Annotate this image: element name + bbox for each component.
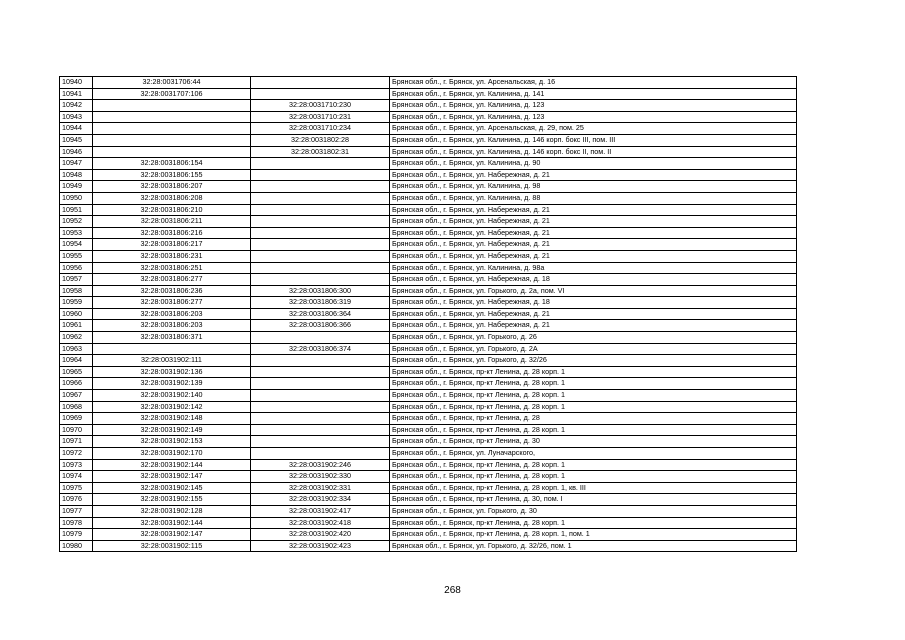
table-row <box>60 250 797 262</box>
row-number-cell: 10944 <box>60 123 93 135</box>
premises-cadastral-number-cell <box>251 158 390 170</box>
row-number-cell: 10943 <box>60 111 93 123</box>
row-number-cell: 10941 <box>60 88 93 100</box>
address-cell: Брянская обл., г. Брянск, пр-кт Ленина, д. 28 корп. 1 <box>390 471 797 483</box>
row-number-cell: 10979 <box>60 529 93 541</box>
table-row <box>60 540 797 552</box>
table-row <box>60 378 797 390</box>
table-row <box>60 204 797 216</box>
row-number-cell: 10961 <box>60 320 93 332</box>
premises-cadastral-number-cell <box>251 227 390 239</box>
premises-cadastral-number-cell <box>251 448 390 460</box>
address-cell: Брянская обл., г. Брянск, пр-кт Ленина, д. 28 корп. 1, пом. 1 <box>390 529 797 541</box>
premises-cadastral-number-cell: 32:28:0031902:331 <box>251 482 390 494</box>
cadastral-number-cell: 32:28:0031902:140 <box>93 390 251 402</box>
address-cell: Брянская обл., г. Брянск, ул. Набережная, д. 18 <box>390 274 797 286</box>
row-number-cell: 10980 <box>60 540 93 552</box>
premises-cadastral-number-cell: 32:28:0031710:230 <box>251 100 390 112</box>
address-cell: Брянская обл., г. Брянск, пр-кт Ленина, д. 28 корп. 1 <box>390 459 797 471</box>
premises-cadastral-number-cell <box>251 436 390 448</box>
table-row <box>60 297 797 309</box>
address-cell: Брянская обл., г. Брянск, ул. Калинина, д. 88 <box>390 192 797 204</box>
address-cell: Брянская обл., г. Брянск, ул. Горького, д. 2А <box>390 343 797 355</box>
premises-cadastral-number-cell <box>251 169 390 181</box>
premises-cadastral-number-cell: 32:28:0031806:374 <box>251 343 390 355</box>
table-row <box>60 471 797 483</box>
address-cell: Брянская обл., г. Брянск, пр-кт Ленина, д. 30 <box>390 436 797 448</box>
table-row <box>60 77 797 89</box>
premises-cadastral-number-cell: 32:28:0031902:418 <box>251 517 390 529</box>
table-row <box>60 320 797 332</box>
address-cell: Брянская обл., г. Брянск, ул. Набережная, д. 21 <box>390 308 797 320</box>
premises-cadastral-number-cell: 32:28:0031902:330 <box>251 471 390 483</box>
row-number-cell: 10968 <box>60 401 93 413</box>
cadastral-number-cell: 32:28:0031806:216 <box>93 227 251 239</box>
premises-cadastral-number-cell <box>251 378 390 390</box>
table-row <box>60 274 797 286</box>
row-number-cell: 10954 <box>60 239 93 251</box>
table-row <box>60 343 797 355</box>
cadastral-number-cell <box>93 111 251 123</box>
row-number-cell: 10975 <box>60 482 93 494</box>
cadastral-number-cell: 32:28:0031806:236 <box>93 285 251 297</box>
table-row <box>60 390 797 402</box>
premises-cadastral-number-cell: 32:28:0031806:366 <box>251 320 390 332</box>
table-row <box>60 239 797 251</box>
address-cell: Брянская обл., г. Брянск, ул. Горького, д. 32/26, пом. 1 <box>390 540 797 552</box>
cadastral-number-cell: 32:28:0031806:217 <box>93 239 251 251</box>
registry-table-body <box>60 77 797 552</box>
row-number-cell: 10965 <box>60 366 93 378</box>
row-number-cell: 10960 <box>60 308 93 320</box>
row-number-cell: 10957 <box>60 274 93 286</box>
page-number: 268 <box>444 585 461 596</box>
premises-cadastral-number-cell <box>251 390 390 402</box>
premises-cadastral-number-cell: 32:28:0031806:364 <box>251 308 390 320</box>
table-row <box>60 308 797 320</box>
premises-cadastral-number-cell: 32:28:0031806:300 <box>251 285 390 297</box>
table-row <box>60 424 797 436</box>
cadastral-number-cell: 32:28:0031806:155 <box>93 169 251 181</box>
table-row <box>60 448 797 460</box>
registry-table <box>59 76 797 552</box>
table-row <box>60 169 797 181</box>
address-cell: Брянская обл., г. Брянск, ул. Калинина, д. 98 <box>390 181 797 193</box>
address-cell: Брянская обл., г. Брянск, пр-кт Ленина, д. 28 <box>390 413 797 425</box>
row-number-cell: 10971 <box>60 436 93 448</box>
address-cell: Брянская обл., г. Брянск, ул. Калинина, д. 146 корп. бокс III, пом. III <box>390 134 797 146</box>
premises-cadastral-number-cell <box>251 366 390 378</box>
table-row <box>60 146 797 158</box>
premises-cadastral-number-cell <box>251 239 390 251</box>
row-number-cell: 10949 <box>60 181 93 193</box>
premises-cadastral-number-cell: 32:28:0031902:417 <box>251 505 390 517</box>
cadastral-number-cell <box>93 134 251 146</box>
address-cell: Брянская обл., г. Брянск, ул. Арсенальская, д. 16 <box>390 77 797 89</box>
row-number-cell: 10962 <box>60 332 93 344</box>
table-row <box>60 459 797 471</box>
table-row <box>60 332 797 344</box>
cadastral-number-cell: 32:28:0031806:371 <box>93 332 251 344</box>
row-number-cell: 10977 <box>60 505 93 517</box>
table-row <box>60 262 797 274</box>
premises-cadastral-number-cell: 32:28:0031710:231 <box>251 111 390 123</box>
row-number-cell: 10955 <box>60 250 93 262</box>
cadastral-number-cell: 32:28:0031902:111 <box>93 355 251 367</box>
table-row <box>60 285 797 297</box>
address-cell: Брянская обл., г. Брянск, пр-кт Ленина, д. 30, пом. I <box>390 494 797 506</box>
cadastral-number-cell: 32:28:0031806:251 <box>93 262 251 274</box>
cadastral-number-cell <box>93 123 251 135</box>
table-row <box>60 482 797 494</box>
premises-cadastral-number-cell <box>251 77 390 89</box>
address-cell: Брянская обл., г. Брянск, пр-кт Ленина, д. 28 корп. 1 <box>390 378 797 390</box>
address-cell: Брянская обл., г. Брянск, ул. Калинина, д. 98а <box>390 262 797 274</box>
address-cell: Брянская обл., г. Брянск, ул. Горького, д. 26 <box>390 332 797 344</box>
row-number-cell: 10942 <box>60 100 93 112</box>
premises-cadastral-number-cell <box>251 424 390 436</box>
address-cell: Брянская обл., г. Брянск, ул. Калинина, д. 141 <box>390 88 797 100</box>
address-cell: Брянская обл., г. Брянск, ул. Калинина, д. 123 <box>390 100 797 112</box>
address-cell: Брянская обл., г. Брянск, пр-кт Ленина, д. 28 корп. 1 <box>390 401 797 413</box>
row-number-cell: 10964 <box>60 355 93 367</box>
premises-cadastral-number-cell <box>251 262 390 274</box>
table-row <box>60 517 797 529</box>
cadastral-number-cell: 32:28:0031806:210 <box>93 204 251 216</box>
premises-cadastral-number-cell: 32:28:0031902:246 <box>251 459 390 471</box>
address-cell: Брянская обл., г. Брянск, ул. Набережная, д. 21 <box>390 227 797 239</box>
row-number-cell: 10945 <box>60 134 93 146</box>
cadastral-number-cell: 32:28:0031902:147 <box>93 529 251 541</box>
address-cell: Брянская обл., г. Брянск, ул. Арсенальская, д. 29, пом. 25 <box>390 123 797 135</box>
row-number-cell: 10953 <box>60 227 93 239</box>
row-number-cell: 10969 <box>60 413 93 425</box>
cadastral-number-cell: 32:28:0031902:145 <box>93 482 251 494</box>
cadastral-number-cell <box>93 100 251 112</box>
cadastral-number-cell: 32:28:0031806:277 <box>93 297 251 309</box>
premises-cadastral-number-cell <box>251 216 390 228</box>
table-row <box>60 181 797 193</box>
row-number-cell: 10973 <box>60 459 93 471</box>
address-cell: Брянская обл., г. Брянск, ул. Калинина, д. 123 <box>390 111 797 123</box>
address-cell: Брянская обл., г. Брянск, ул. Набережная, д. 21 <box>390 169 797 181</box>
cadastral-number-cell: 32:28:0031806:231 <box>93 250 251 262</box>
address-cell: Брянская обл., г. Брянск, пр-кт Ленина, д. 28 корп. 1, кв. III <box>390 482 797 494</box>
premises-cadastral-number-cell <box>251 401 390 413</box>
table-row <box>60 111 797 123</box>
row-number-cell: 10963 <box>60 343 93 355</box>
address-cell: Брянская обл., г. Брянск, пр-кт Ленина, д. 28 корп. 1 <box>390 517 797 529</box>
cadastral-number-cell: 32:28:0031806:208 <box>93 192 251 204</box>
address-cell: Брянская обл., г. Брянск, ул. Калинина, д. 90 <box>390 158 797 170</box>
row-number-cell: 10976 <box>60 494 93 506</box>
cadastral-number-cell: 32:28:0031806:203 <box>93 308 251 320</box>
cadastral-number-cell: 32:28:0031902:147 <box>93 471 251 483</box>
premises-cadastral-number-cell: 32:28:0031710:234 <box>251 123 390 135</box>
premises-cadastral-number-cell <box>251 88 390 100</box>
address-cell: Брянская обл., г. Брянск, ул. Набережная, д. 21 <box>390 250 797 262</box>
row-number-cell: 10972 <box>60 448 93 460</box>
cadastral-number-cell: 32:28:0031902:139 <box>93 378 251 390</box>
address-cell: Брянская обл., г. Брянск, ул. Горького, д. 2а, пом. VI <box>390 285 797 297</box>
cadastral-number-cell <box>93 343 251 355</box>
premises-cadastral-number-cell: 32:28:0031802:28 <box>251 134 390 146</box>
cadastral-number-cell: 32:28:0031902:144 <box>93 517 251 529</box>
table-row <box>60 158 797 170</box>
cadastral-number-cell: 32:28:0031806:154 <box>93 158 251 170</box>
premises-cadastral-number-cell: 32:28:0031802:31 <box>251 146 390 158</box>
address-cell: Брянская обл., г. Брянск, ул. Горького, д. 32/26 <box>390 355 797 367</box>
premises-cadastral-number-cell <box>251 332 390 344</box>
address-cell: Брянская обл., г. Брянск, ул. Набережная, д. 21 <box>390 216 797 228</box>
table-row <box>60 413 797 425</box>
table-row <box>60 227 797 239</box>
premises-cadastral-number-cell <box>251 204 390 216</box>
table-row <box>60 529 797 541</box>
cadastral-number-cell: 32:28:0031806:207 <box>93 181 251 193</box>
row-number-cell: 10946 <box>60 146 93 158</box>
row-number-cell: 10947 <box>60 158 93 170</box>
row-number-cell: 10948 <box>60 169 93 181</box>
table-row <box>60 134 797 146</box>
cadastral-number-cell: 32:28:0031902:148 <box>93 413 251 425</box>
table-row <box>60 505 797 517</box>
cadastral-number-cell: 32:28:0031806:203 <box>93 320 251 332</box>
premises-cadastral-number-cell: 32:28:0031806:319 <box>251 297 390 309</box>
premises-cadastral-number-cell <box>251 192 390 204</box>
table-row <box>60 123 797 135</box>
row-number-cell: 10978 <box>60 517 93 529</box>
cadastral-number-cell: 32:28:0031902:170 <box>93 448 251 460</box>
row-number-cell: 10967 <box>60 390 93 402</box>
row-number-cell: 10966 <box>60 378 93 390</box>
table-row <box>60 216 797 228</box>
address-cell: Брянская обл., г. Брянск, пр-кт Ленина, д. 28 корп. 1 <box>390 366 797 378</box>
premises-cadastral-number-cell <box>251 250 390 262</box>
premises-cadastral-number-cell: 32:28:0031902:334 <box>251 494 390 506</box>
cadastral-number-cell: 32:28:0031706:44 <box>93 77 251 89</box>
cadastral-number-cell: 32:28:0031902:142 <box>93 401 251 413</box>
table-row <box>60 436 797 448</box>
premises-cadastral-number-cell <box>251 181 390 193</box>
cadastral-number-cell: 32:28:0031902:136 <box>93 366 251 378</box>
cadastral-number-cell: 32:28:0031902:155 <box>93 494 251 506</box>
table-row <box>60 366 797 378</box>
table-row <box>60 88 797 100</box>
address-cell: Брянская обл., г. Брянск, ул. Набережная, д. 21 <box>390 239 797 251</box>
row-number-cell: 10974 <box>60 471 93 483</box>
premises-cadastral-number-cell <box>251 413 390 425</box>
address-cell: Брянская обл., г. Брянск, ул. Набережная, д. 21 <box>390 204 797 216</box>
table-row <box>60 100 797 112</box>
address-cell: Брянская обл., г. Брянск, ул. Набережная, д. 18 <box>390 297 797 309</box>
address-cell: Брянская обл., г. Брянск, ул. Калинина, д. 146 корп. бокс II, пом. II <box>390 146 797 158</box>
cadastral-number-cell: 32:28:0031902:149 <box>93 424 251 436</box>
cadastral-number-cell: 32:28:0031902:153 <box>93 436 251 448</box>
table-row <box>60 401 797 413</box>
cadastral-number-cell: 32:28:0031806:277 <box>93 274 251 286</box>
row-number-cell: 10970 <box>60 424 93 436</box>
row-number-cell: 10940 <box>60 77 93 89</box>
row-number-cell: 10956 <box>60 262 93 274</box>
premises-cadastral-number-cell <box>251 355 390 367</box>
cadastral-number-cell: 32:28:0031902:128 <box>93 505 251 517</box>
row-number-cell: 10950 <box>60 192 93 204</box>
cadastral-number-cell: 32:28:0031902:144 <box>93 459 251 471</box>
row-number-cell: 10959 <box>60 297 93 309</box>
address-cell: Брянская обл., г. Брянск, ул. Набережная, д. 21 <box>390 320 797 332</box>
premises-cadastral-number-cell: 32:28:0031902:420 <box>251 529 390 541</box>
row-number-cell: 10958 <box>60 285 93 297</box>
row-number-cell: 10951 <box>60 204 93 216</box>
table-row <box>60 494 797 506</box>
cadastral-number-cell <box>93 146 251 158</box>
address-cell: Брянская обл., г. Брянск, ул. Луначарского, <box>390 448 797 460</box>
address-cell: Брянская обл., г. Брянск, пр-кт Ленина, д. 28 корп. 1 <box>390 424 797 436</box>
premises-cadastral-number-cell <box>251 274 390 286</box>
cadastral-number-cell: 32:28:0031806:211 <box>93 216 251 228</box>
address-cell: Брянская обл., г. Брянск, ул. Горького, д. 30 <box>390 505 797 517</box>
address-cell: Брянская обл., г. Брянск, пр-кт Ленина, д. 28 корп. 1 <box>390 390 797 402</box>
premises-cadastral-number-cell: 32:28:0031902:423 <box>251 540 390 552</box>
row-number-cell: 10952 <box>60 216 93 228</box>
cadastral-number-cell: 32:28:0031707:106 <box>93 88 251 100</box>
cadastral-number-cell: 32:28:0031902:115 <box>93 540 251 552</box>
table-row <box>60 192 797 204</box>
table-row <box>60 355 797 367</box>
